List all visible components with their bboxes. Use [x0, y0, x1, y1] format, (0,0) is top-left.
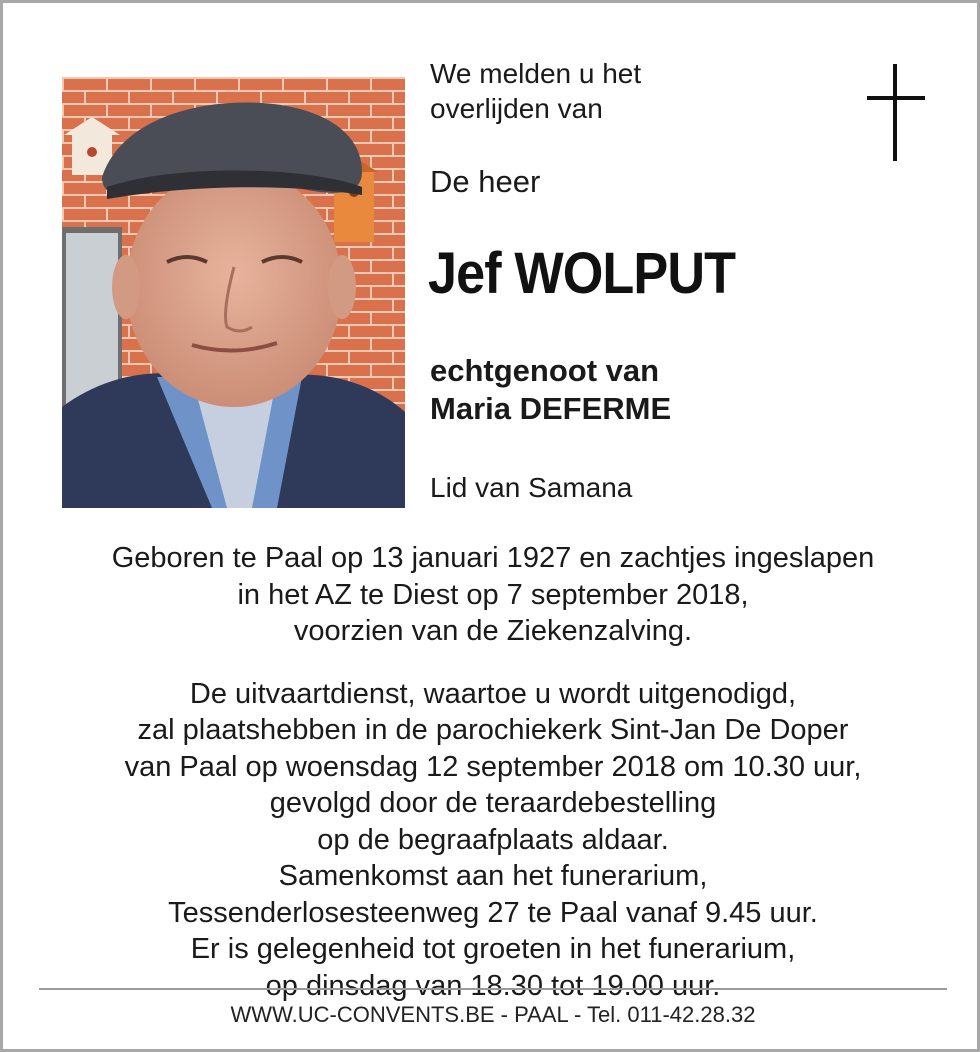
footer-divider — [39, 988, 947, 990]
funeral-line: De uitvaartdienst, waartoe u wordt uitgenodigd, — [189, 677, 797, 710]
funeral-line: zal plaatshebben in de parochiekerk Sint-Jan De Doper — [137, 714, 849, 746]
spouse-line-1: echtgenoot van — [430, 353, 660, 388]
notice-body — [43, 540, 943, 1004]
portrait-photo — [62, 77, 405, 508]
membership-text: Lid van Samana — [430, 472, 633, 503]
funeral-line: Samenkomst aan het funerarium, — [278, 860, 708, 892]
birth-death-line: Geboren te Paal op 13 januari 1927 en zachtjes ingeslapen — [111, 542, 875, 574]
funeral-line: van Paal op woensdag 12 september 2018 om 10.30 uur, — [124, 750, 862, 783]
intro-line-2: overlijden van — [430, 93, 603, 124]
spouse-name: Maria DEFERME — [430, 391, 672, 426]
intro-text — [430, 56, 641, 126]
funeral-line: op dinsdag van 18.30 tot 19.00 uur. — [265, 969, 721, 1002]
deceased-name: Jef WOLPUT — [428, 241, 736, 306]
funeral-line: Er is gelegenheid tot groeten in het funerarium, — [190, 933, 796, 965]
birth-death-line: voorzien van de Ziekenzalving. — [293, 615, 693, 647]
footer-contact: WWW.UC-CONVENTS.BE - PAAL - Tel. 011-42.28.32 — [230, 1002, 756, 1027]
funeral-line: op de begraafplaats aldaar. — [317, 823, 669, 856]
funeral-line: Tessenderlosesteenweg 27 te Paal vanaf 9.45 uur. — [168, 896, 818, 929]
honorific: De heer — [430, 164, 541, 199]
intro-line-1: We melden u het — [430, 58, 642, 89]
latin-cross-icon — [867, 64, 925, 162]
spouse-text — [430, 352, 671, 428]
funeral-line: gevolgd door de teraardebestelling — [269, 787, 717, 819]
birth-death-line: in het AZ te Diest op 7 september 2018, — [237, 578, 749, 611]
